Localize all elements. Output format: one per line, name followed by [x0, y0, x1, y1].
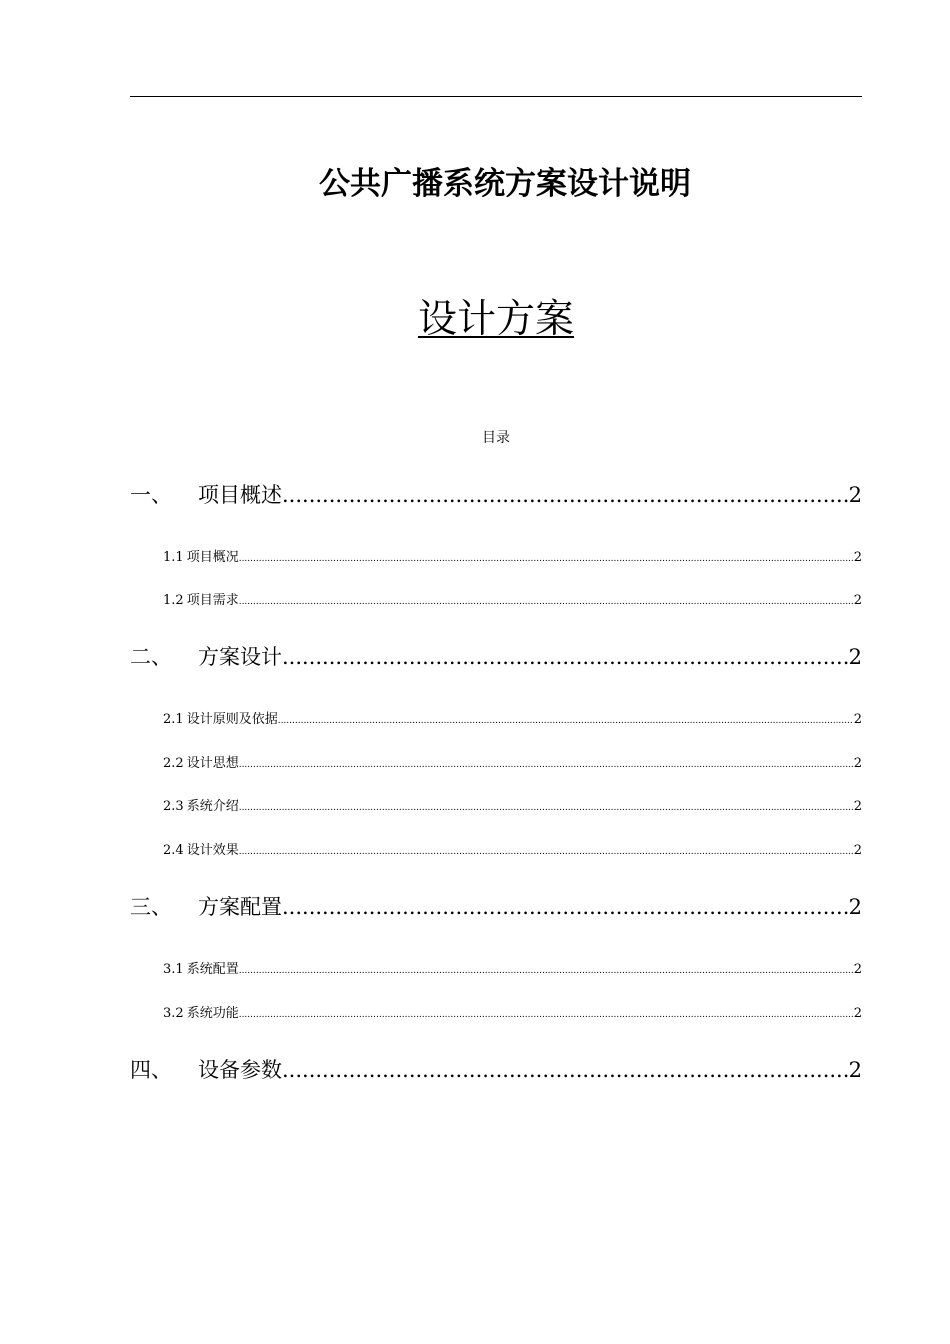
toc-entry-number: 2.2 — [163, 756, 184, 771]
toc-entry-number: 1.2 — [163, 593, 184, 608]
toc-entry-text: 方案配置 — [198, 895, 282, 919]
toc-dot-leader — [239, 549, 853, 569]
toc-entry-2[interactable] — [130, 642, 862, 672]
toc-dot-leader — [282, 1055, 848, 1085]
toc-entry-number: 二、 — [130, 645, 172, 669]
toc-heading: 目录 — [482, 430, 510, 446]
toc-page-number: 2 — [848, 483, 862, 507]
toc-entry-4[interactable] — [130, 1055, 862, 1085]
toc-entry-text: 设计思想 — [186, 756, 239, 771]
toc-entry-2-3[interactable] — [163, 797, 862, 818]
toc-page-number: 2 — [853, 712, 862, 727]
toc-page-number: 2 — [848, 1058, 862, 1082]
toc-dot-leader — [282, 480, 848, 510]
toc-page-number: 2 — [853, 756, 862, 771]
toc-dot-leader — [239, 798, 853, 818]
toc-entry-text: 项目概况 — [186, 550, 239, 565]
toc-entry-number: 2.1 — [163, 712, 184, 727]
toc-dot-leader — [282, 642, 848, 672]
toc-entry-number: 四、 — [130, 1058, 172, 1082]
header-rule — [130, 96, 862, 97]
toc-page-number: 2 — [853, 1006, 862, 1021]
toc-entry-number: 一、 — [130, 483, 172, 507]
toc-page-number: 2 — [853, 593, 862, 608]
toc-dot-leader — [239, 592, 853, 612]
toc-dot-leader — [239, 755, 853, 775]
toc-page-number: 2 — [853, 550, 862, 565]
toc-entry-number: 2.4 — [163, 843, 184, 858]
toc-entry-text: 方案设计 — [198, 645, 282, 669]
document-subtitle — [0, 296, 950, 344]
toc-dot-leader — [282, 892, 848, 922]
toc-entry-2-1[interactable] — [163, 710, 862, 731]
toc-entry-3-1[interactable] — [163, 960, 862, 981]
toc-entry-3-2[interactable] — [163, 1004, 862, 1025]
toc-entry-text: 系统配置 — [186, 962, 239, 977]
toc-entry-number: 1.1 — [163, 550, 184, 565]
toc-entry-1[interactable] — [130, 480, 862, 510]
toc-entry-2-4[interactable] — [163, 841, 862, 862]
toc-page-number: 2 — [848, 645, 862, 669]
toc-entry-text: 设计原则及依据 — [186, 712, 278, 727]
toc-entry-text: 项目概述 — [198, 483, 282, 507]
toc-page-number: 2 — [853, 962, 862, 977]
toc-entry-number: 三、 — [130, 895, 172, 919]
toc-dot-leader — [278, 711, 853, 731]
toc-entry-text: 系统介绍 — [186, 799, 239, 814]
toc-entry-number: 3.1 — [163, 962, 184, 977]
toc-dot-leader — [239, 961, 853, 981]
toc-entry-number: 3.2 — [163, 1006, 184, 1021]
toc-entry-text: 系统功能 — [186, 1006, 239, 1021]
toc-entry-text: 设备参数 — [198, 1058, 282, 1082]
toc-entry-text: 项目需求 — [186, 593, 239, 608]
document-subtitle-text: 设计方案 — [417, 297, 574, 342]
toc-entry-number: 2.3 — [163, 799, 184, 814]
toc-entry-3[interactable] — [130, 892, 862, 922]
toc-entry-2-2[interactable] — [163, 754, 862, 775]
toc-page-number: 2 — [853, 799, 862, 814]
toc-dot-leader — [239, 1005, 853, 1025]
toc-page-number: 2 — [848, 895, 862, 919]
toc-entry-text: 设计效果 — [186, 843, 239, 858]
document-title: 公共广播系统方案设计说明 — [319, 166, 691, 202]
toc-entry-1-2[interactable] — [163, 591, 862, 612]
toc-entry-1-1[interactable] — [163, 548, 862, 569]
toc-dot-leader — [239, 842, 853, 862]
toc-page-number: 2 — [853, 843, 862, 858]
